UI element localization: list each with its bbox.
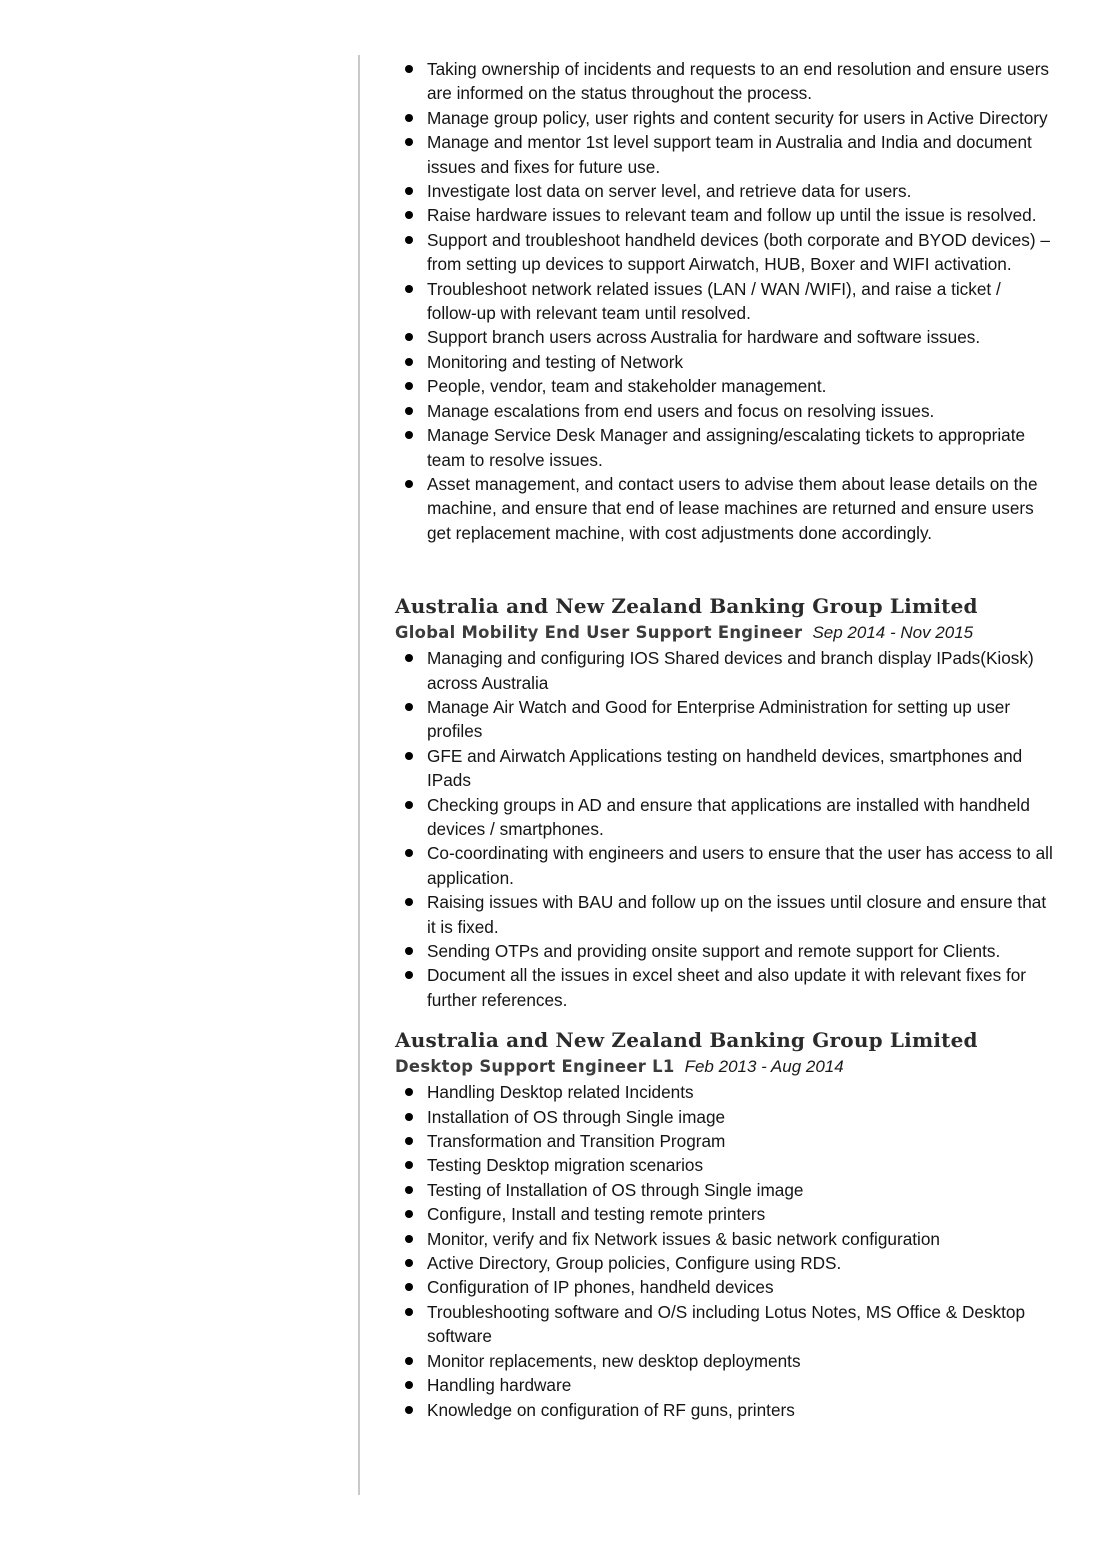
bullet-item: Installation of OS through Single image — [395, 1105, 1055, 1129]
job-bullets — [395, 57, 1055, 545]
bullet-item: Asset management, and contact users to advise them about lease details on the machine, and ensure that end of lease machines are returned and ensure users get replacement machine, with cost adjustments done accordingly. — [395, 472, 1055, 545]
job-title-line — [395, 1054, 1055, 1080]
bullet-item: Taking ownership of incidents and requests to an end resolution and ensure users are informed on the status throughout the process. — [395, 57, 1055, 106]
bullet-item: Document all the issues in excel sheet and also update it with relevant fixes for further references. — [395, 963, 1055, 1012]
bullet-item: Handling Desktop related Incidents — [395, 1080, 1055, 1104]
company-name: Australia and New Zealand Banking Group Limited — [395, 594, 978, 619]
bullet-item: Checking groups in AD and ensure that applications are installed with handheld devices / smartphones. — [395, 793, 1055, 842]
job-title: Global Mobility End User Support Engineer — [395, 623, 803, 643]
bullet-item: Support and troubleshoot handheld devices (both corporate and BYOD devices) – from setting up devices to support Airwatch, HUB, Boxer and WIFI activation. — [395, 228, 1055, 277]
bullet-item: Monitor replacements, new desktop deployments — [395, 1349, 1055, 1373]
job-title: Desktop Support Engineer L1 — [395, 1057, 675, 1077]
bullet-item: Sending OTPs and providing onsite support and remote support for Clients. — [395, 939, 1055, 963]
bullet-item: Manage group policy, user rights and content security for users in Active Directory — [395, 106, 1055, 130]
bullet-item: Manage Service Desk Manager and assigning/escalating tickets to appropriate team to resolve issues. — [395, 423, 1055, 472]
bullet-item: Investigate lost data on server level, and retrieve data for users. — [395, 179, 1055, 203]
bullet-item: Testing Desktop migration scenarios — [395, 1153, 1055, 1177]
bullet-item: Co-coordinating with engineers and users to ensure that the user has access to all application. — [395, 841, 1055, 890]
bullet-item: Transformation and Transition Program — [395, 1129, 1055, 1153]
job-bullets — [395, 646, 1055, 1012]
bullet-item: Manage Air Watch and Good for Enterprise Administration for setting up user profiles — [395, 695, 1055, 744]
bullet-item: Monitor, verify and fix Network issues & basic network configuration — [395, 1227, 1055, 1251]
bullet-item: Support branch users across Australia for hardware and software issues. — [395, 325, 1055, 349]
bullet-item: Raising issues with BAU and follow up on the issues until closure and ensure that it is fixed. — [395, 890, 1055, 939]
bullet-item: Manage escalations from end users and focus on resolving issues. — [395, 399, 1055, 423]
bullet-item: Troubleshooting software and O/S including Lotus Notes, MS Office & Desktop software — [395, 1300, 1055, 1349]
job-bullets — [395, 1080, 1055, 1422]
job-title-line — [395, 620, 1055, 646]
bullet-item: Knowledge on configuration of RF guns, printers — [395, 1398, 1055, 1422]
job-dates: Sep 2014 - Nov 2015 — [812, 623, 974, 643]
bullet-item: Managing and configuring IOS Shared devices and branch display IPads(Kiosk) across Australia — [395, 646, 1055, 695]
bullet-item: Active Directory, Group policies, Configure using RDS. — [395, 1251, 1055, 1275]
job-section-anz-mobility — [395, 592, 1055, 1012]
bullet-item: People, vendor, team and stakeholder management. — [395, 374, 1055, 398]
experience-column — [395, 57, 1055, 1422]
job-section-continued — [395, 57, 1055, 545]
column-divider — [358, 55, 360, 1495]
company-name: Australia and New Zealand Banking Group Limited — [395, 1028, 978, 1053]
bullet-item: Configure, Install and testing remote printers — [395, 1202, 1055, 1226]
bullet-item: Raise hardware issues to relevant team and follow up until the issue is resolved. — [395, 203, 1055, 227]
bullet-item: Manage and mentor 1st level support team in Australia and India and document issues and fixes for future use. — [395, 130, 1055, 179]
bullet-item: Troubleshoot network related issues (LAN / WAN /WIFI), and raise a ticket / follow-up with relevant team until resolved. — [395, 277, 1055, 326]
bullet-item: Monitoring and testing of Network — [395, 350, 1055, 374]
bullet-item: Configuration of IP phones, handheld devices — [395, 1275, 1055, 1299]
bullet-item: GFE and Airwatch Applications testing on handheld devices, smartphones and IPads — [395, 744, 1055, 793]
job-dates: Feb 2013 - Aug 2014 — [684, 1057, 844, 1077]
bullet-item: Testing of Installation of OS through Single image — [395, 1178, 1055, 1202]
bullet-item: Handling hardware — [395, 1373, 1055, 1397]
job-section-anz-desktop — [395, 1026, 1055, 1422]
